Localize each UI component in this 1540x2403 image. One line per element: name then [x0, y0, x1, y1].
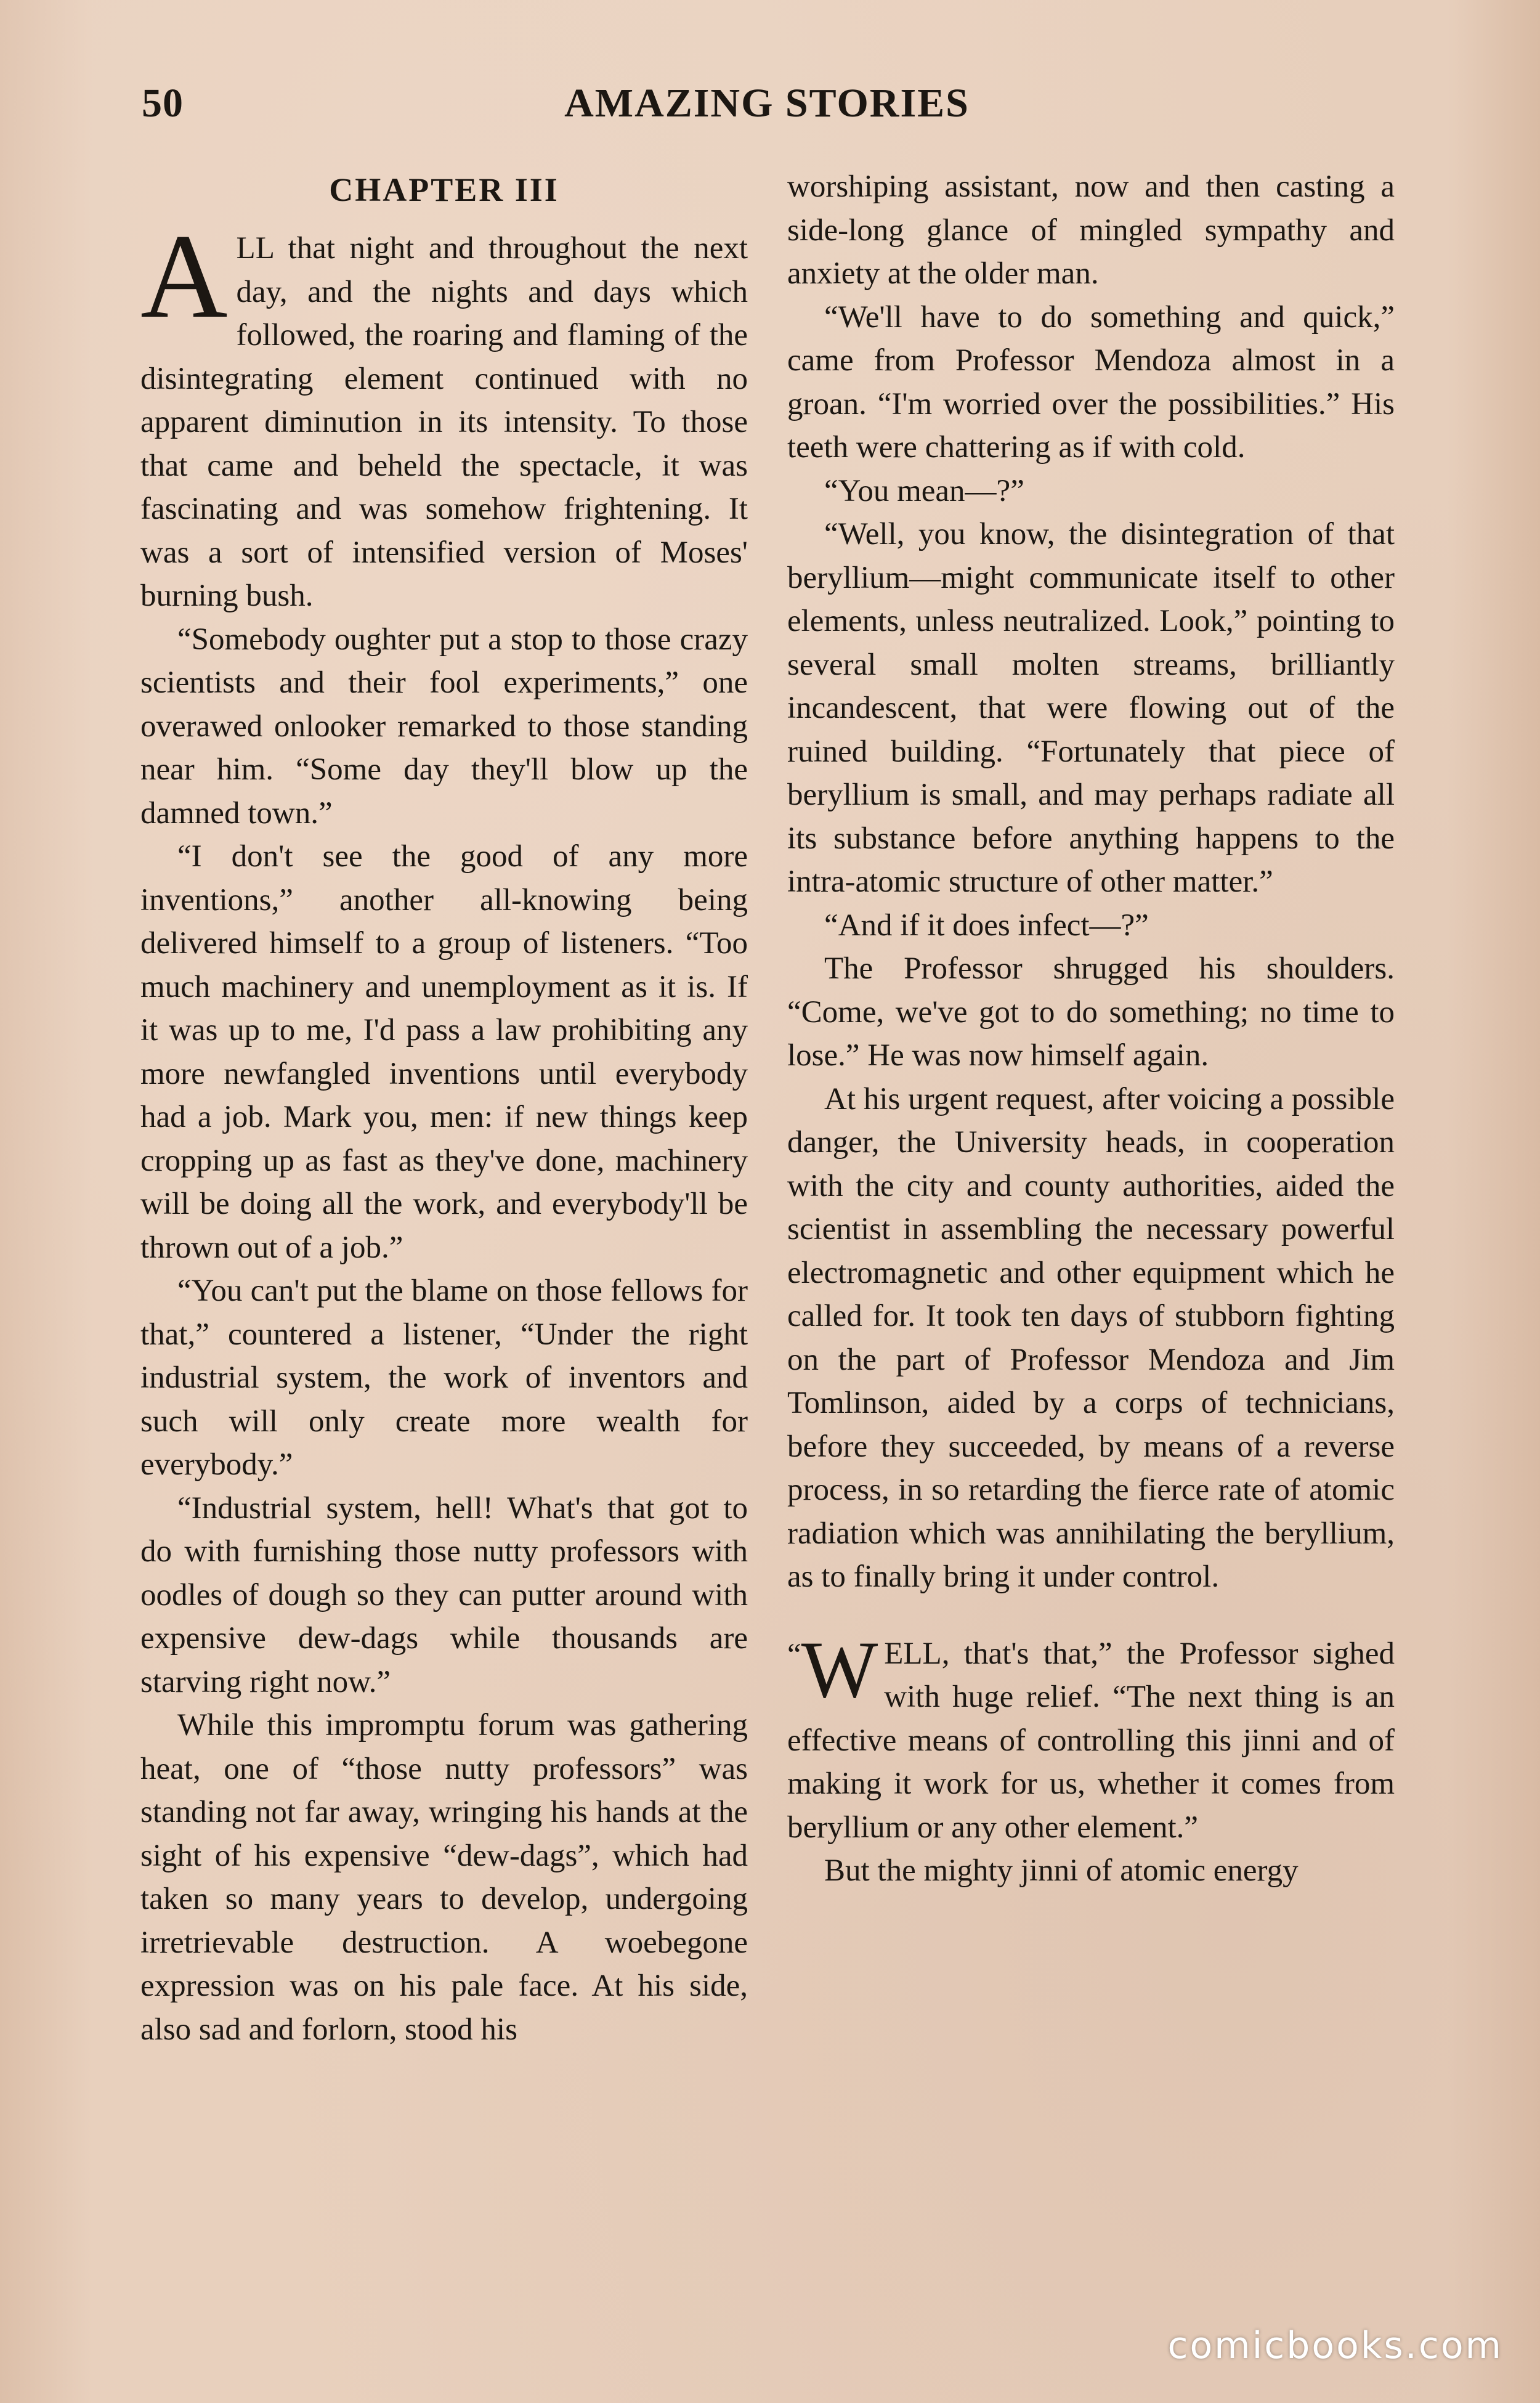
paragraph: At his urgent request, after voicing a possible danger, the University heads, in cooperation with the city and county authorities, aided the scientist in assembling the necessary powerful electromagnetic and other equipment which he called for. It took ten days of stubborn fighting on the part of Professor Mendoza and Jim Tomlinson, aided by a corps of technicians, before they succeeded, by means of a reverse process, in so retarding the fierce rate of atomic radiation which was annihilating the beryllium, as to finally bring it under control. [787, 1081, 1395, 1594]
paragraph: “You mean—?” [824, 473, 1024, 508]
left-column [140, 165, 748, 2051]
paragraph: “Well, you know, the disintegration of that beryllium—might communicate itself to other elements, unless neutralized. Look,” pointing to several small molten streams, brilliantly incandescent, that were flowing out of the ruined building. “Fortunately that piece of beryllium is small, and may perhaps radiate all its substance before anything happens to the intra-atomic structure of other matter.” [787, 517, 1395, 899]
paragraph: “You can't put the blame on those fellows for that,” countered a listener, “Under the right industrial system, the work of inventors and such will only create more wealth for everybody.” [140, 1274, 748, 1482]
section-opening-text: ELL, that's that,” the Professor sighed with huge relief. “The next thing is an effective means of controlling this jinni and of making it work for us, whether it comes from beryllium or any other element.” [787, 1636, 1395, 1845]
right-column [787, 165, 1395, 1893]
paragraph: While this impromptu forum was gathering heat, one of “those nutty professors” was standing not far away, wringing his hands at the sight of his expensive “dew-dags”, which had taken so many years to develop, undergoing irretrievable destruction. A woebegone expression was on his pale face. At his side, also sad and forlorn, stood his [140, 1708, 748, 2047]
paragraph: “We'll have to do something and quick,” came from Professor Mendoza almost in a groan. “I'm worried over the possibilities.” His teeth were chattering as if with cold. [787, 299, 1395, 465]
chapter-opening-paragraph [140, 209, 748, 618]
paragraph: “I don't see the good of any more inventions,” another all-knowing being delivered himself to a group of listeners. “Too much machinery and unemployment as it is. If it was up to me, I'd pass a law prohibiting any more newfangled inventions until everybody had a job. Mark you, men: if new things keep cropping up as fast as they've done, machinery will be doing all the work, and everybody'll be thrown out of a job.” [140, 839, 748, 1265]
paragraph: But the mighty jinni of atomic energy [824, 1853, 1299, 1888]
drop-cap-letter: W [801, 1624, 878, 1715]
paragraph: “Industrial system, hell! What's that got to do with furnishing those nutty professors with oodles of dough so they can putter around with expensive dew-dags while thousands are starving right now.” [140, 1490, 748, 1699]
paragraph-continued: worshiping assistant, now and then casting a side-long glance of mingled sympathy and anxiety at the older man. [787, 169, 1395, 291]
paragraph: “Somebody oughter put a stop to those crazy scientists and their fool experiments,” one overawed onlooker remarked to those standing near him. “Some day they'll blow up the damned town.” [140, 622, 748, 831]
drop-cap-letter: A [140, 209, 228, 343]
opening-quote-mark: “ [787, 1637, 801, 1672]
opening-paragraph-text: LL that night and throughout the next day, and the nights and days which followed, the roaring and flaming of the disintegrating element continued with no apparent diminution in its intensity. To those that came and beheld the spectacle, it was fascinating and was somehow frightening. It was a sort of intensified version of Moses' burning bush. [140, 231, 748, 613]
paragraph: The Professor shrugged his shoulders. “Come, we've got to do something; no time to lose.” He was now himself again. [787, 951, 1395, 1073]
section-break [787, 1599, 1395, 1632]
chapter-title: CHAPTER III [329, 171, 559, 208]
site-watermark: comicbooks.com [1167, 2324, 1503, 2367]
section-opening-paragraph [787, 1624, 1395, 1850]
running-head: AMAZING STORIES [564, 81, 970, 126]
page-header [142, 80, 1392, 142]
paragraph: “And if it does infect—?” [824, 908, 1149, 943]
page-number: 50 [142, 81, 184, 126]
